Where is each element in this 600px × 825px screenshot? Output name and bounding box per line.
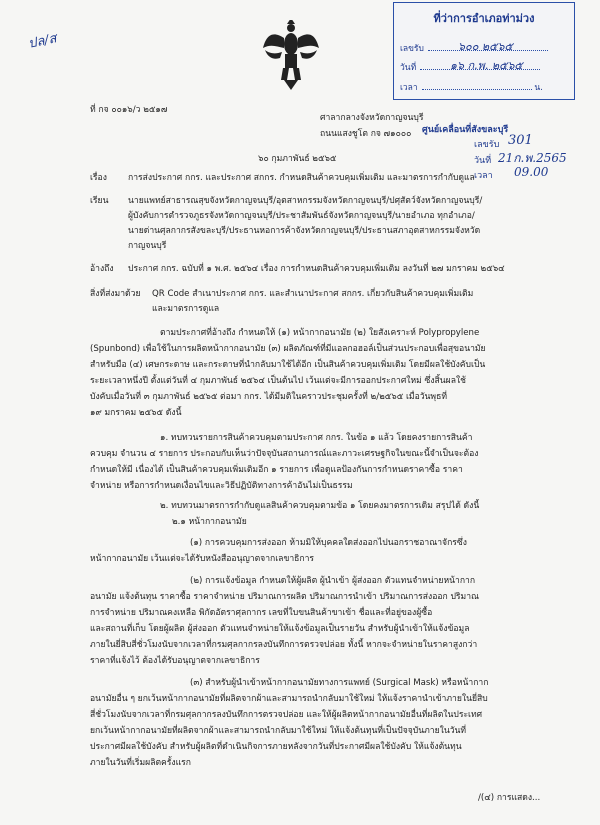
body-line: ๑๙ มกราคม ๒๕๖๕ ดังนี้ xyxy=(90,408,182,418)
p3-line: ภายในวันที่เริ่มผลิตครั้งแรก xyxy=(90,758,191,768)
office-name: ศาลากลางจังหวัดกาญจนบุรี xyxy=(320,113,424,123)
reference-label: อ้างถึง xyxy=(90,264,114,274)
document-number: ที่ กจ ๐๐๑๖/ว ๒๕๑๗ xyxy=(90,105,168,115)
enclosure-label: สิ่งที่ส่งมาด้วย xyxy=(90,289,141,299)
to-label: เรียน xyxy=(90,196,109,206)
subject-label: เรื่อง xyxy=(90,173,107,183)
item1-line: ควบคุม จำนวน ๔ รายการ ประกอบกับเห็นว่าปัจจุบันสถานการณ์และภาวะเศรษฐกิจในขณะนี้จำเป็นจะต้อง xyxy=(90,449,479,459)
body-line: ระยะเวลาหนึ่งปี ตั้งแต่วันที่ ๔ กุมภาพันธ์ ๒๕๖๔ เป็นต้นไป เว้นแต่จะมีการออกประกาศใหม่ ซึ่งสิ้นผลใช้ xyxy=(90,376,467,386)
subject-text: การส่งประกาศ กกร. และประกาศ สกกร. กำหนดสินค้าควบคุมเพิ่มเติม และมาตรการกำกับดูแล xyxy=(128,173,475,183)
stamp-receipt-value: ๖๐๐ ๒๕๖๕ xyxy=(458,40,513,53)
stamp-office-title: ที่ว่าการอำเภอท่าม่วง xyxy=(433,12,535,25)
to-line: นายด่านศุลกากรสังขละบุรี/ประธานหอการค้าจังหวัดกาญจนบุรี/ประธานสภาอุตสาหกรรมจังหวัด xyxy=(128,226,481,236)
to-line: ผู้บังคับการตำรวจภูธรจังหวัดกาญจนบุรี/ประชาสัมพันธ์จังหวัดกาญจนบุรี/นายอำเภอ ทุกอำเภอ/ xyxy=(128,211,475,221)
p3-line: อนามัยอื่น ๆ ยกเว้นหน้ากากอนามัยที่ผลิตจากผ้าและสามารถนำกลับมาใช้ใหม่ ให้แจ้งราคานำเข้าภายในยี่สิบ xyxy=(90,694,488,704)
stamp-date-value: ๑๖ ก.พ. ๒๕๖๕ xyxy=(450,59,523,72)
item21-heading: ๒.๑ หน้ากากอนามัย xyxy=(172,517,247,527)
recv-time-label: เวลา xyxy=(474,171,493,181)
p1-line: หน้ากากอนามัย เว้นแต่จะได้รับหนังสืออนุญาตจากเลขาธิการ xyxy=(90,554,315,564)
p3-line: (๓) สำหรับผู้นำเข้าหน้ากากอนามัยทางการแพทย์ (Surgical Mask) หรือหน้ากาก xyxy=(190,678,489,688)
p3-line: สี่ชั่วโมงนับจากเวลาที่กรมศุลกากรลงบันทึกการตรวจปล่อย และให้ผู้ผลิตหน้ากากอนามัยอื่นที่ผลิตในประเทศ xyxy=(90,710,483,720)
recv-date-label: วันที่ xyxy=(474,156,492,166)
enclosure-line: QR Code สำเนาประกาศ กกร. และสำเนาประกาศ สกกร. เกี่ยวกับสินค้าควบคุมเพิ่มเติม xyxy=(152,289,474,299)
stamp-time-unit: น. xyxy=(534,83,543,93)
stamp-time-label: เวลา xyxy=(400,83,418,93)
p3-line: ยกเว้นหน้ากากอนามัยที่ผลิตจากผ้าและสามารถนำกลับมาใช้ใหม่ ให้แจ้งต้นทุนที่เป็นปัจจุบันภายในวันที่ xyxy=(90,726,467,736)
recv-receipt-value: 301 xyxy=(508,133,533,148)
p2-line: การจำหน่าย ปริมาณคงเหลือ พิกัดอัตราศุลกากร เลขที่ใบขนสินค้าขาเข้า ชื่อและที่อยู่ของผู้ซื้อ xyxy=(90,608,433,618)
body-line: บังคับเมื่อวันที่ ๓ กุมภาพันธ์ ๒๕๖๕ ต่อมา กกร. ได้มีมติในคราวประชุมครั้งที่ ๒/๒๕๖๕ เมื่อวันพุธที่ xyxy=(90,392,448,402)
p1-line: (๑) การควบคุมการส่งออก ห้ามมิให้บุคคลใดส่งออกไปนอกราชอาณาจักรซึ่ง xyxy=(190,538,467,548)
stamp-receipt-label: เลขรับ xyxy=(400,44,424,54)
p3-line: ประกาศมีผลใช้บังคับ สำหรับผู้ผลิตที่ดำเนินกิจการภายหลังจากวันที่ประกาศมีผลใช้บังคับ ให้แจ้งต้นทุน xyxy=(90,742,462,752)
p2-line: อนามัย แจ้งต้นทุน ราคาซื้อ ราคาจำหน่าย ปริมาณการผลิต ปริมาณการนำเข้า ปริมาณการส่งออก ปริมาณ xyxy=(90,592,479,602)
item1-line: จำหน่าย หรือการกำหนดเงื่อนไขและวิธีปฏิบัติทางการค้าอันไม่เป็นธรรม xyxy=(90,481,353,491)
p2-line: และสถานที่เก็บ โดยผู้ผลิต ผู้ส่งออก ตัวแทนจำหน่ายให้แจ้งข้อมูลเป็นรายวัน สำหรับผู้นำเข้าให้แจ้งข้อมูล xyxy=(90,624,470,634)
recv-time-value: 09.00 xyxy=(514,165,549,179)
p2-line: ราคาที่แจ้งไว้ ต้องได้รับอนุญาตจากเลขาธิการ xyxy=(90,656,260,666)
p2-line: (๒) การแจ้งข้อมูล กำหนดให้ผู้ผลิต ผู้นำเข้า ผู้ส่งออก ตัวแทนจำหน่ายหน้ากาก xyxy=(190,576,476,586)
margin-handwritten-note: ปล/ส xyxy=(26,31,59,52)
garuda-emblem-icon xyxy=(262,20,320,90)
document-date: ๖๐ กุมภาพันธ์ ๒๕๖๕ xyxy=(258,154,337,164)
enclosure-line: และมาตรการดูแล xyxy=(152,304,220,314)
recv-receipt-label: เลขรับ xyxy=(474,140,500,150)
stamp-date-label: วันที่ xyxy=(400,63,417,73)
body-line: (Spunbond) เพื่อใช้ในการผลิตหน้ากากอนามัย (๓) ผลิตภัณฑ์ที่มีแอลกอฮอล์เป็นส่วนประกอบเพื่อสุขอนามัย xyxy=(90,344,486,354)
body-line: ตามประกาศที่อ้างถึง กำหนดให้ (๑) หน้ากากอนามัย (๒) ใยสังเคราะห์ Polypropylene xyxy=(160,328,480,338)
item2-line: ๒. ทบทวนมาตรการกำกับดูแลสินค้าควบคุมตามข้อ ๑ โดยคงมาตรการเดิม สรุปได้ ดังนี้ xyxy=(160,501,480,511)
body-line: สำหรับมือ (๔) เศษกระดาษ และกระดาษที่นำกลับมาใช้ได้อีก เป็นสินค้าควบคุมเพิ่มเติม โดยมีผลใช้บังคับเป็น xyxy=(90,360,486,370)
recv-stamp-org: ศูนย์เคลื่อนที่สังขละบุรี xyxy=(422,125,509,135)
continuation-marker: /(๔) การแสดง... xyxy=(478,793,541,803)
item1-line: ๑. ทบทวนรายการสินค้าควบคุมตามประกาศ กกร. ในข้อ ๑ แล้ว โดยคงรายการสินค้า xyxy=(160,433,473,443)
reference-text: ประกาศ กกร. ฉบับที่ ๑ พ.ศ. ๒๕๖๔ เรื่อง การกำหนดสินค้าควบคุมเพิ่มเติม ลงวันที่ ๒๗ มกราคม ๒๕๖๔ xyxy=(128,264,505,274)
received-stamp-box xyxy=(393,2,575,100)
to-line: นายแพทย์สาธารณสุขจังหวัดกาญจนบุรี/อุตสาหกรรมจังหวัดกาญจนบุรี/ปศุสัตว์จังหวัดกาญจนบุรี/ xyxy=(128,196,483,206)
office-address: ถนนแสงชูโต กจ ๗๑๐๐๐ xyxy=(320,129,412,139)
to-line: กาญจนบุรี xyxy=(128,241,167,251)
p2-line: ภายในยี่สิบสี่ชั่วโมงนับจากเวลาที่กรมศุลกากรลงบันทึกการตรวจปล่อย ทั้งนี้ หากจะจำหน่ายในราคาสูงกว่า xyxy=(90,640,478,650)
recv-date-value: 21ก.พ.2565 xyxy=(498,151,567,165)
item1-line: กำหนดให้มี เนื่องได้ เป็นสินค้าควบคุมเพิ่มเติมอีก ๑ รายการ เพื่อดูแลป้องกันการกำหนดราคาซื้อ ราคา xyxy=(90,465,463,475)
